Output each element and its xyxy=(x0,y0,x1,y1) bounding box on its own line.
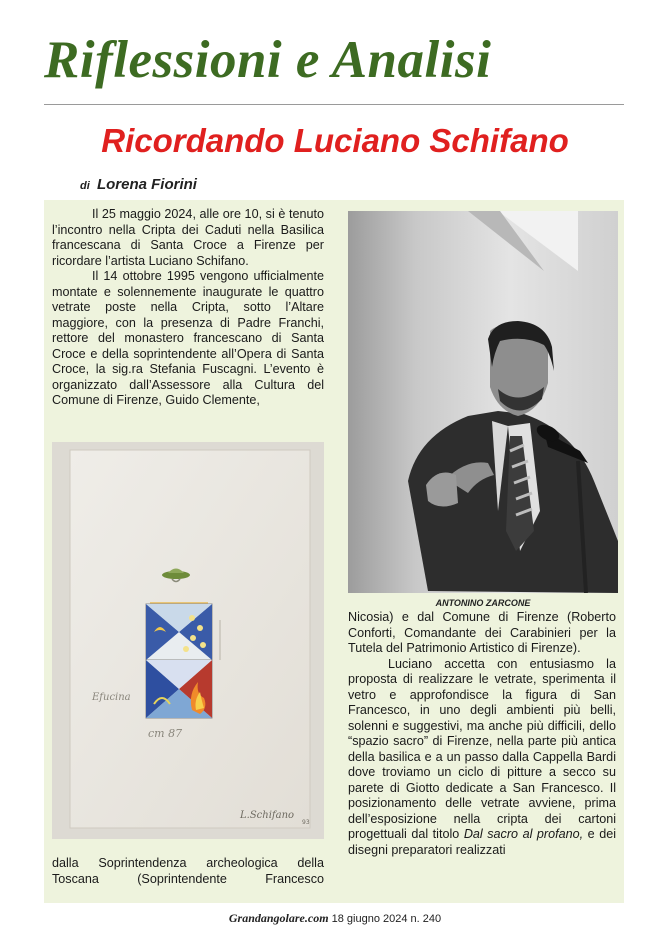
paragraph xyxy=(348,657,616,859)
text-line: Toscana (Soprintendente Francesco xyxy=(52,871,324,886)
text-line: dalla Soprintendenza archeologica della xyxy=(52,856,324,870)
artwork-inscription-center: cm 87 xyxy=(148,727,183,740)
paragraph: Il 14 ottobre 1995 vengono ufficialmente montate e solennemente inaugurate le quattro vetrate poste nella Cripta, sotto l’Altare maggiore, con la presenza di Padre Franchi, rettore del monastero francescano di Santa Croce e della soprintendente all’Opera di Santa Croce, la sig.ra Stefania Fuscagni. L’evento è organizzato dall’Assessore alla Cultura del Comune di Firenze, Guido Clemente, xyxy=(52,269,324,407)
article-title: Ricordando Luciano Schifano xyxy=(101,122,569,159)
paragraph: Il 25 maggio 2024, alle ore 10, si è tenuto l’incontro nella Cripta dei Caduti nella Basilica francescana di Santa Croce a Firenze per ricordare l’artista Luciano Schifano. xyxy=(52,207,324,268)
magazine-section-title: Riflessioni e Analisi xyxy=(44,31,492,89)
photo-caption: ANTONINO ZARCONE xyxy=(435,598,531,608)
column-1-bottom xyxy=(52,856,324,887)
stained-glass-sketch-icon xyxy=(52,442,324,839)
paragraph-text: e dei disegni preparatori realizzati xyxy=(348,827,616,857)
artwork-series-title: Dal sacro al profano, xyxy=(463,827,584,841)
byline-prefix: di xyxy=(80,180,90,192)
footer-site: Grandangolare.com xyxy=(228,911,329,925)
footer-issue: n. 240 xyxy=(410,913,442,925)
portrait-photo xyxy=(348,211,618,593)
page-footer xyxy=(0,911,670,926)
artwork-signature: L.Schifano xyxy=(240,810,295,821)
artwork-signature-year: 93 xyxy=(302,819,310,826)
artwork-inscription-left: Efucina xyxy=(92,692,131,703)
footer-date: 18 giugno 2024 xyxy=(331,913,408,925)
paragraph: Nicosia) e dal Comune di Firenze (Roberto Conforti, Comandante dei Carabinieri per la Tutela del Patrimonio Artistico di Firenze). xyxy=(348,610,616,655)
byline xyxy=(80,176,197,193)
column-2 xyxy=(348,610,616,858)
portrait-photo-icon xyxy=(348,211,618,593)
column-1-top xyxy=(52,207,324,409)
paragraph-text: Luciano accetta con entusiasmo la proposta di realizzare le vetrate, sperimenta il vetro e approfondisce la figura di San Francesco, in uno degli ambienti più belli, solenni e suggestivi, ma anche più difficili, dello “spazio sacro” di Firenze, nella parte più antica della basilica e a un passo dalla Cappella Bardi dove troviamo un ciclo di pitture a secco su parete di Giotto dedicate a San Francesco. Il posizionamento delle vetrate avviene, prima dell’esposizione nella cripta dei cartoni progettuali dal titolo xyxy=(348,656,616,841)
artwork-image xyxy=(52,442,324,839)
author-name: Lorena Fiorini xyxy=(96,176,197,193)
header-divider xyxy=(44,104,624,105)
